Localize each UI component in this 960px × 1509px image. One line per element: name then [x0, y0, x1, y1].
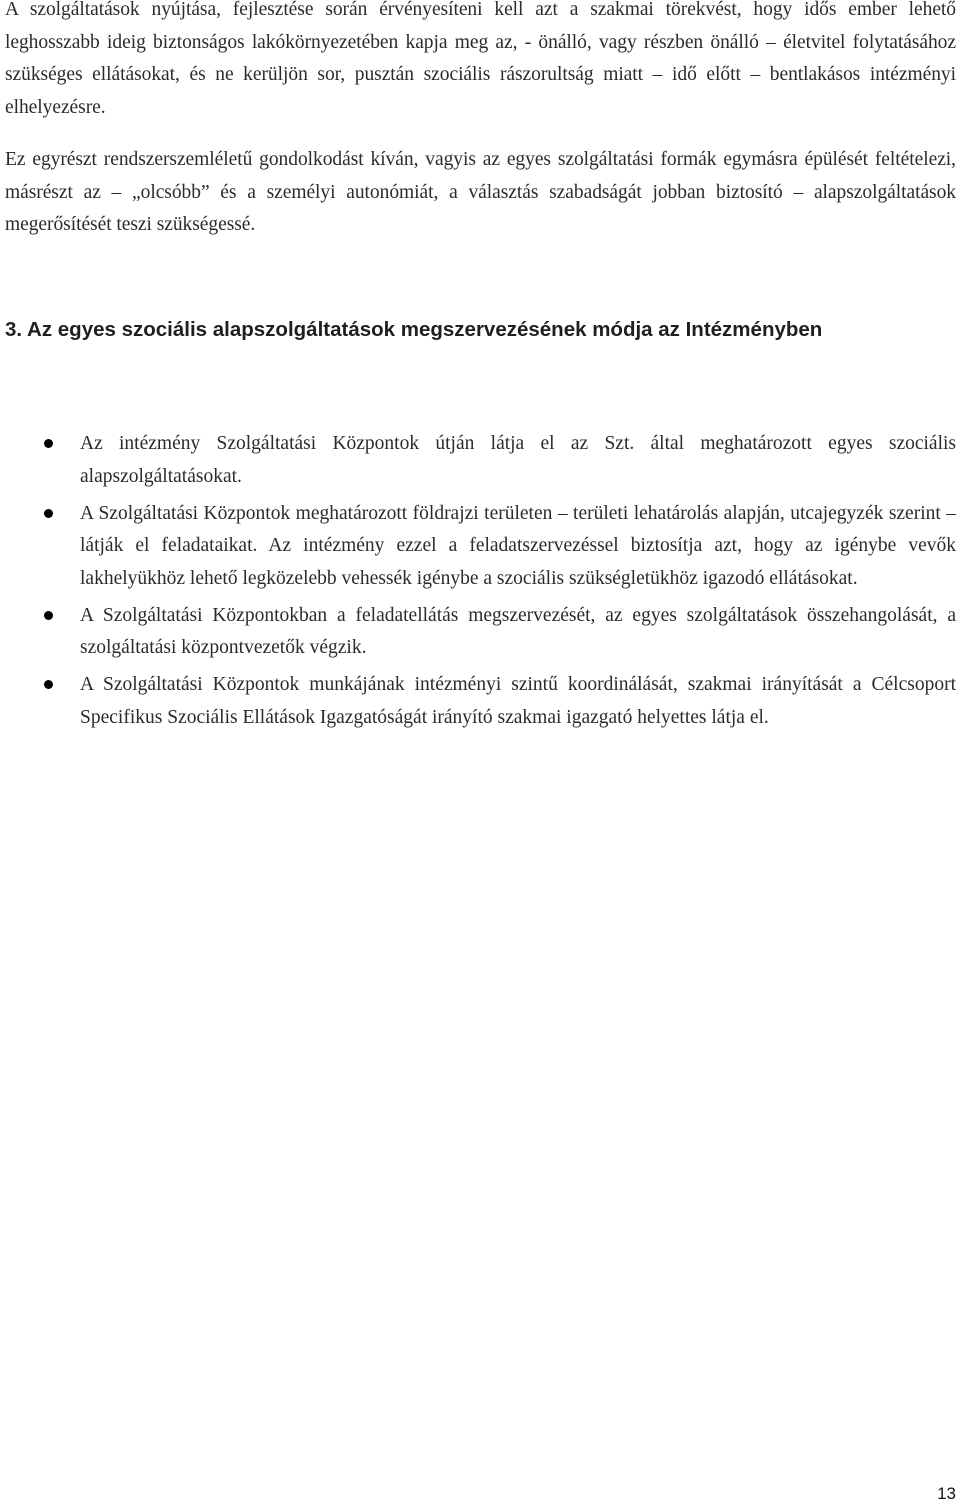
page-number: 13 [937, 1484, 956, 1503]
list-item [0, 600, 960, 665]
paragraph-intro: A szolgáltatások nyújtása, fejlesztése során érvényesíteni kell azt a szakmai törekvést, hogy idős ember lehető leghosszabb ideig biztonságos lakókörnyezetében kapja meg az, - önálló, vagy részben önálló – életvitel folytatásához szükséges ellátásokat, és ne kerüljön sor, pusztán szociális rászorultság miatt – idő előtt – bentlakásos intézményi elhelyezésre. [5, 0, 956, 118]
bullet-icon [44, 611, 53, 620]
list-item-text: A Szolgáltatási Központok meghatározott földrajzi területen – területi lehatárolás alapján, utcajegyzék szerint – látják el feladataikat. Az intézmény ezzel a feladatszervezéssel biztosítja azt, hogy az igénybe vevők lakhelyükhöz lehető legközelebb vehessék igénybe a szociális szükségletükhöz igazodó ellátásokat. [80, 502, 956, 589]
list-item [0, 669, 960, 734]
bullet-list [0, 428, 960, 739]
bullet-icon [44, 439, 53, 448]
list-item-text: A Szolgáltatási Központok munkájának intézményi szintű koordinálását, szakmai irányítását a Célcsoport Specifikus Szociális Ellátások Igazgatóságát irányító szakmai igazgató helyettes látja el. [80, 674, 956, 728]
bullet-icon [44, 680, 53, 689]
bullet-icon [44, 509, 53, 518]
paragraph-system-approach: Ez egyrészt rendszerszemléletű gondolkodást kíván, vagyis az egyes szolgáltatási formák egymásra épülését feltételezi, másrészt az – „olcsóbb” és a személyi autonómiát, a választás szabadságát jobban biztosító – alapszolgáltatások megerősítését teszi szükségessé. [5, 149, 956, 235]
section-heading: 3. Az egyes szociális alapszolgáltatások megszervezésének módja az Intézményben [5, 318, 823, 341]
list-item [0, 498, 960, 596]
list-item-text: Az intézmény Szolgáltatási Központok útján látja el az Szt. által meghatározott egyes szociális alapszolgáltatásokat. [80, 433, 956, 487]
list-item [0, 428, 960, 493]
list-item-text: A Szolgáltatási Központokban a feladatellátás megszervezését, az egyes szolgáltatások összehangolását, a szolgáltatási központvezetők végzik. [80, 604, 956, 658]
